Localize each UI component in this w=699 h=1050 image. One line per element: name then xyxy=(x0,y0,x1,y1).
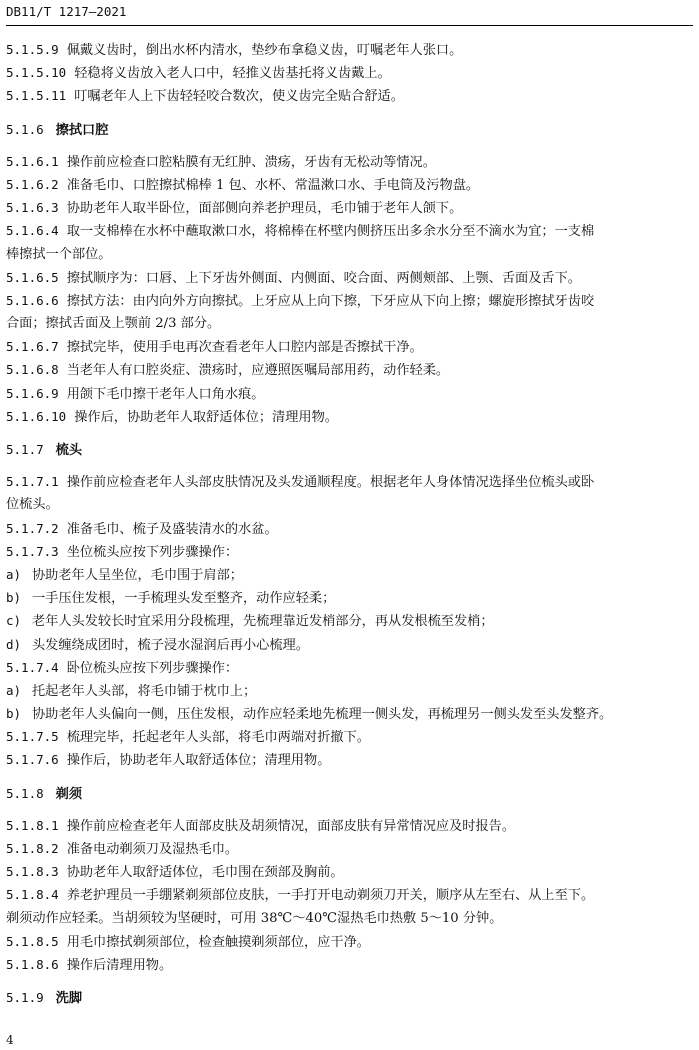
list-marker: a) xyxy=(6,566,22,582)
clause-item xyxy=(6,405,692,428)
clause-text: 操作后，协助老年人取舒适体位；清理用物。 xyxy=(66,753,331,769)
heading-spacer xyxy=(6,461,692,470)
clause-text: 坐位梳头应按下列步骤操作： xyxy=(66,544,239,560)
list-item xyxy=(6,586,692,609)
clause-continuation: 合面；擦拭舌面及上颚前 2/3 部分。 xyxy=(6,316,221,332)
clause-item xyxy=(6,748,692,771)
clause-number: 5.1.6.9 xyxy=(6,385,59,401)
section-title: 擦拭口腔 xyxy=(55,122,109,138)
clause-text: 操作后清理用物。 xyxy=(66,957,173,973)
clause-text: 操作前应检查老年人头部皮肤情况及头发通顺程度。根据老年人身体情况选择坐位梳头或卧 xyxy=(66,475,595,491)
clause-item xyxy=(6,38,692,61)
clause-item xyxy=(6,517,692,540)
clause-number: 5.1.6.6 xyxy=(6,292,59,308)
clause-text: 擦拭完毕，使用手电再次查看老年人口腔内部是否擦拭干净。 xyxy=(66,340,423,356)
clause-item xyxy=(6,470,692,493)
clause-number: 5.1.5.9 xyxy=(6,42,59,57)
clause-text: 擦拭顺序为：口唇、上下牙齿外侧面、内侧面、咬合面、两侧颊部、上颚、舌面及舌下。 xyxy=(66,270,581,286)
clause-item xyxy=(6,196,692,219)
clause-number: 5.1.5.11 xyxy=(6,88,67,104)
clause-item xyxy=(6,382,692,405)
list-marker: d) xyxy=(6,636,22,652)
list-item xyxy=(6,563,692,586)
section-heading xyxy=(6,986,692,1009)
clause-continuation: 棒擦拭一个部位。 xyxy=(6,246,112,262)
section-number: 5.1.9 xyxy=(6,990,44,1006)
clause-number: 5.1.8.5 xyxy=(6,933,59,949)
clause-text: 擦拭方法：由内向外方向擦拭。上牙应从上向下擦，下牙应从下向上擦；螺旋形擦拭牙齿咬 xyxy=(66,293,595,309)
clause-number: 5.1.7.6 xyxy=(6,752,59,768)
clause-text: 协助老年人取半卧位，面部侧向养老护理员，毛巾铺于老年人颌下。 xyxy=(66,201,463,217)
list-marker: a) xyxy=(6,682,22,698)
clause-item xyxy=(6,860,692,883)
section-number: 5.1.8 xyxy=(6,785,44,801)
clause-item xyxy=(6,358,692,381)
clause-continuation: 位梳头。 xyxy=(6,497,59,513)
clause-text: 协助老年人头偏向一侧，压住发根，动作应轻柔地先梳理一侧头发，再梳理另一侧头发至头发整齐。 xyxy=(32,707,613,723)
clause-text: 佩戴义齿时，倒出水杯内清水，垫纱布拿稳义齿，叮嘱老年人张口。 xyxy=(66,43,463,58)
clause-text: 卧位梳头应按下列步骤操作： xyxy=(66,660,239,676)
clause-text: 用毛巾擦拭剃须部位，检查触摸剃须部位，应干净。 xyxy=(66,934,370,950)
clause-number: 5.1.6.3 xyxy=(6,200,59,216)
clause-number: 5.1.8.1 xyxy=(6,817,59,833)
clause-text: 轻稳将义齿放入老人口中，轻推义齿基托将义齿戴上。 xyxy=(74,66,391,82)
clause-text: 梳理完毕，托起老年人头部，将毛巾两端对折撤下。 xyxy=(66,730,370,746)
clause-number: 5.1.8.2 xyxy=(6,841,59,856)
clause-item xyxy=(6,335,692,358)
clause-text: 一手压住发根，一手梳理头发至整齐，动作应轻柔； xyxy=(32,591,336,607)
clause-number: 5.1.6.1 xyxy=(6,153,59,169)
document-body xyxy=(6,38,692,1018)
clause-number: 5.1.6.2 xyxy=(6,176,59,192)
list-marker: b) xyxy=(6,706,22,722)
page-number: 4 xyxy=(6,1033,14,1047)
clause-item xyxy=(6,953,692,976)
clause-number: 5.1.7.3 xyxy=(6,543,59,559)
clause-number: 5.1.7.5 xyxy=(6,729,59,745)
clause-number: 5.1.7.4 xyxy=(6,659,59,675)
clause-number: 5.1.7.2 xyxy=(6,520,59,536)
clause-number: 5.1.6.5 xyxy=(6,269,59,285)
clause-number: 5.1.8.6 xyxy=(6,956,59,972)
standard-code-header: DB11/T 1217—2021 xyxy=(6,4,127,19)
clause-text: 养老护理员一手绷紧剃须部位皮肤，一手打开电动剃须刀开关，顺序从左至右、从上至下。 xyxy=(66,888,595,904)
clause-text: 操作后，协助老年人取舒适体位；清理用物。 xyxy=(74,409,338,425)
clause-number: 5.1.6.4 xyxy=(6,223,59,239)
clause-text: 操作前应检查口腔粘膜有无红肿、溃疡，牙齿有无松动等情况。 xyxy=(66,154,436,170)
clause-item xyxy=(6,837,692,860)
clause-text: 准备毛巾、梳子及盛装清水的水盆。 xyxy=(66,521,278,537)
list-item xyxy=(6,702,692,725)
heading-spacer xyxy=(6,805,692,814)
clause-item xyxy=(6,930,692,953)
section-heading xyxy=(6,782,692,805)
clause-text: 协助老年人呈坐位，毛巾围于肩部； xyxy=(32,567,243,583)
clause-item xyxy=(6,814,692,837)
list-item xyxy=(6,633,692,656)
clause-item xyxy=(6,84,692,107)
clause-number: 5.1.6.7 xyxy=(6,339,59,355)
clause-text: 头发缠绕成团时，梳子浸水湿润后再小心梳理。 xyxy=(32,637,309,653)
heading-spacer xyxy=(6,141,692,150)
clause-item xyxy=(6,883,692,906)
list-marker: c) xyxy=(6,613,22,629)
section-title: 梳头 xyxy=(55,443,83,458)
clause-number: 5.1.7.1 xyxy=(6,474,59,490)
clause-item xyxy=(6,725,692,748)
clause-text: 准备毛巾、口腔擦拭棉棒 1 包、水杯、常温漱口水、手电筒及污物盘。 xyxy=(66,177,480,193)
clause-number: 5.1.6.10 xyxy=(6,408,67,424)
clause-continuation: 剃须动作应轻柔。当胡须较为坚硬时，可用 38℃～40℃湿热毛巾热敷 5～10 分钟。 xyxy=(6,910,503,926)
section-heading xyxy=(6,438,692,461)
clause-text: 叮嘱老年人上下齿轻轻咬合数次，使义齿完全贴合舒适。 xyxy=(74,89,404,105)
clause-item xyxy=(6,266,692,289)
clause-item xyxy=(6,173,692,196)
section-title: 剃须 xyxy=(55,786,83,802)
clause-text: 协助老年人取舒适体位，毛巾围在颈部及胸前。 xyxy=(66,865,344,881)
clause-text: 取一支棉棒在水杯中蘸取漱口水，将棉棒在杯壁内侧挤压出多余水分至不滴水为宜；一支棉 xyxy=(66,224,595,240)
clause-item xyxy=(6,289,692,312)
clause-item xyxy=(6,540,692,563)
clause-text: 当老年人有口腔炎症、溃疡时，应遵照医嘱局部用药，动作轻柔。 xyxy=(66,363,450,379)
clause-item xyxy=(6,150,692,173)
clause-item xyxy=(6,219,692,242)
section-title: 洗脚 xyxy=(55,991,83,1007)
clause-text: 操作前应检查老年人面部皮肤及胡须情况，面部皮肤有异常情况应及时报告。 xyxy=(66,818,516,834)
clause-item xyxy=(6,61,692,84)
header-rule xyxy=(6,25,693,26)
clause-text: 托起老年人头部，将毛巾铺于枕巾上； xyxy=(32,683,257,699)
clause-text: 准备电动剃须刀及湿热毛巾。 xyxy=(66,842,239,857)
clause-number: 5.1.5.10 xyxy=(6,65,67,81)
clause-text: 用颌下毛巾擦干老年人口角水痕。 xyxy=(66,386,265,402)
section-number: 5.1.6 xyxy=(6,121,44,137)
section-number: 5.1.7 xyxy=(6,442,44,457)
list-marker: b) xyxy=(6,590,22,606)
clause-text: 老年人头发较长时宜采用分段梳理，先梳理靠近发梢部分，再从发根梳至发梢； xyxy=(32,614,494,630)
clause-number: 5.1.8.4 xyxy=(6,887,59,903)
section-heading xyxy=(6,118,692,141)
clause-number: 5.1.8.3 xyxy=(6,864,59,880)
heading-spacer xyxy=(6,1009,692,1018)
list-item xyxy=(6,679,692,702)
clause-item xyxy=(6,656,692,679)
list-item xyxy=(6,609,692,632)
clause-number: 5.1.6.8 xyxy=(6,362,59,378)
